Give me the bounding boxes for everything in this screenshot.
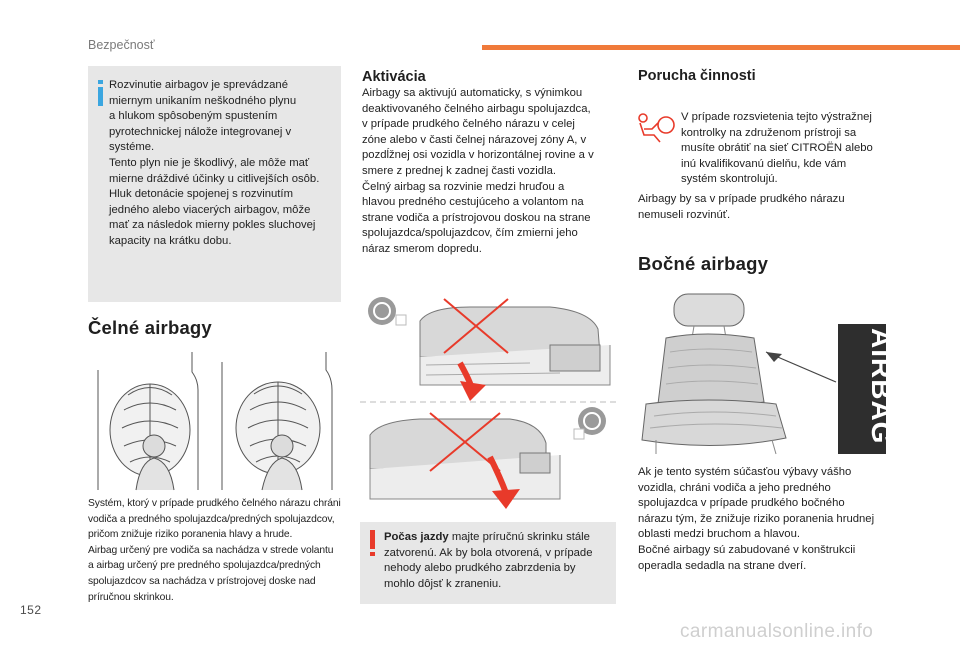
warning-box — [360, 522, 616, 604]
glovebox-closed-scene — [370, 407, 606, 509]
airbag-warning-lamp-icon — [636, 113, 676, 143]
side-airbags-text: Ak je tento systém súčasťou výbavy vášho vozidla, chráni vodiča a jeho predného spolujazdca v prípade prudkého bočného nárazu tým, že znižuje riziko poranenia hrudnej oblasti medzi bruchom a hlavou. Bočné airbagy sú zabudované v konštrukcii operadla sedadla na strane dverí. — [638, 466, 875, 572]
warning-icon — [369, 530, 377, 556]
dashboard-glovebox-illustration — [360, 285, 616, 517]
info-text: Rozvinutie airbagov je sprevádzané miernym unikaním neškodného plynu a hlukom spôsobeným spustením pyrotechnickej nálože integrovanej v systéme. Tento plyn nie je škodlivý, ale môže mať mierne dráždivé účinky u citlivejších osôb. Hluk detonácie spojenej s rozvinutím jedného alebo viacerých airbagov, môže mať za následok mierny pokles sluchovej kapacity na krátku dobu. — [109, 79, 320, 247]
front-airbag-illustration — [88, 350, 340, 490]
malfunction-lamp-text: V prípade rozsvietenia tejto výstražnej kontrolky na združenom prístroji sa musíte obrátiť na sieť CITROËN alebo inú kvalifikovanú dielňu, kde vám systém skontrolujú. — [681, 111, 873, 186]
section-title: Bezpečnosť — [88, 38, 155, 52]
activation-text: Airbagy sa aktivujú automaticky, s výnimkou deaktivovaného čelného airbagu spolujazdca, v prípade prudkého čelného nárazu v celej zóne alebo v časti čelnej nárazovej zóny A, v pozdĺžnej osi vozidla v horizontálnej rovine a v smere z prednej k zadnej časti vozidla. Čelný airbag sa rozvinie medzi hruďou a hlavou predného cestujúceho a volantom na strane vodiča a prístrojovou doskou na strane spolujazdca/spolujazdcov, čím zmierni jeho náraz smerom dopredu. — [362, 87, 594, 255]
page-number: 152 — [20, 603, 42, 617]
header-accent-bar — [482, 45, 960, 50]
front-airbags-heading: Čelné airbagy — [88, 317, 212, 338]
activation-heading: Aktivácia — [362, 69, 426, 85]
glovebox-open-scene — [368, 287, 610, 401]
watermark: carmanualsonline.info — [680, 621, 874, 642]
malfunction-heading: Porucha činnosti — [638, 68, 756, 84]
front-airbags-caption: Systém, ktorý v prípade prudkého čelného nárazu chráni vodiča a predného spolujazdca/predných spolujazdcov, pričom znižuje riziko poranenia hlavy a hrude. Airbag určený pre vodiča sa nachádza v strede volantu a airbag určený pre predného spolujazdca/predných spolujazdcov sa nachádza v prístrojovej doske nad príručnou skrinkou. — [88, 498, 341, 603]
warning-text: Počas jazdy majte príručnú skrinku stále zatvorenú. Ak by bola otvorená, v prípade nehody alebo prudkého zabrzdenia by mohlo dôjsť k zraneniu. — [384, 531, 593, 590]
seat-airbag-label: AIRBAG — [866, 328, 897, 445]
info-box — [88, 66, 341, 302]
side-airbag-seat-illustration — [636, 292, 897, 456]
side-airbags-heading: Bočné airbagy — [638, 253, 769, 274]
info-icon — [96, 80, 105, 106]
malfunction-note-text: Airbagy by sa v prípade prudkého nárazu nemuseli rozvinúť. — [638, 193, 845, 221]
